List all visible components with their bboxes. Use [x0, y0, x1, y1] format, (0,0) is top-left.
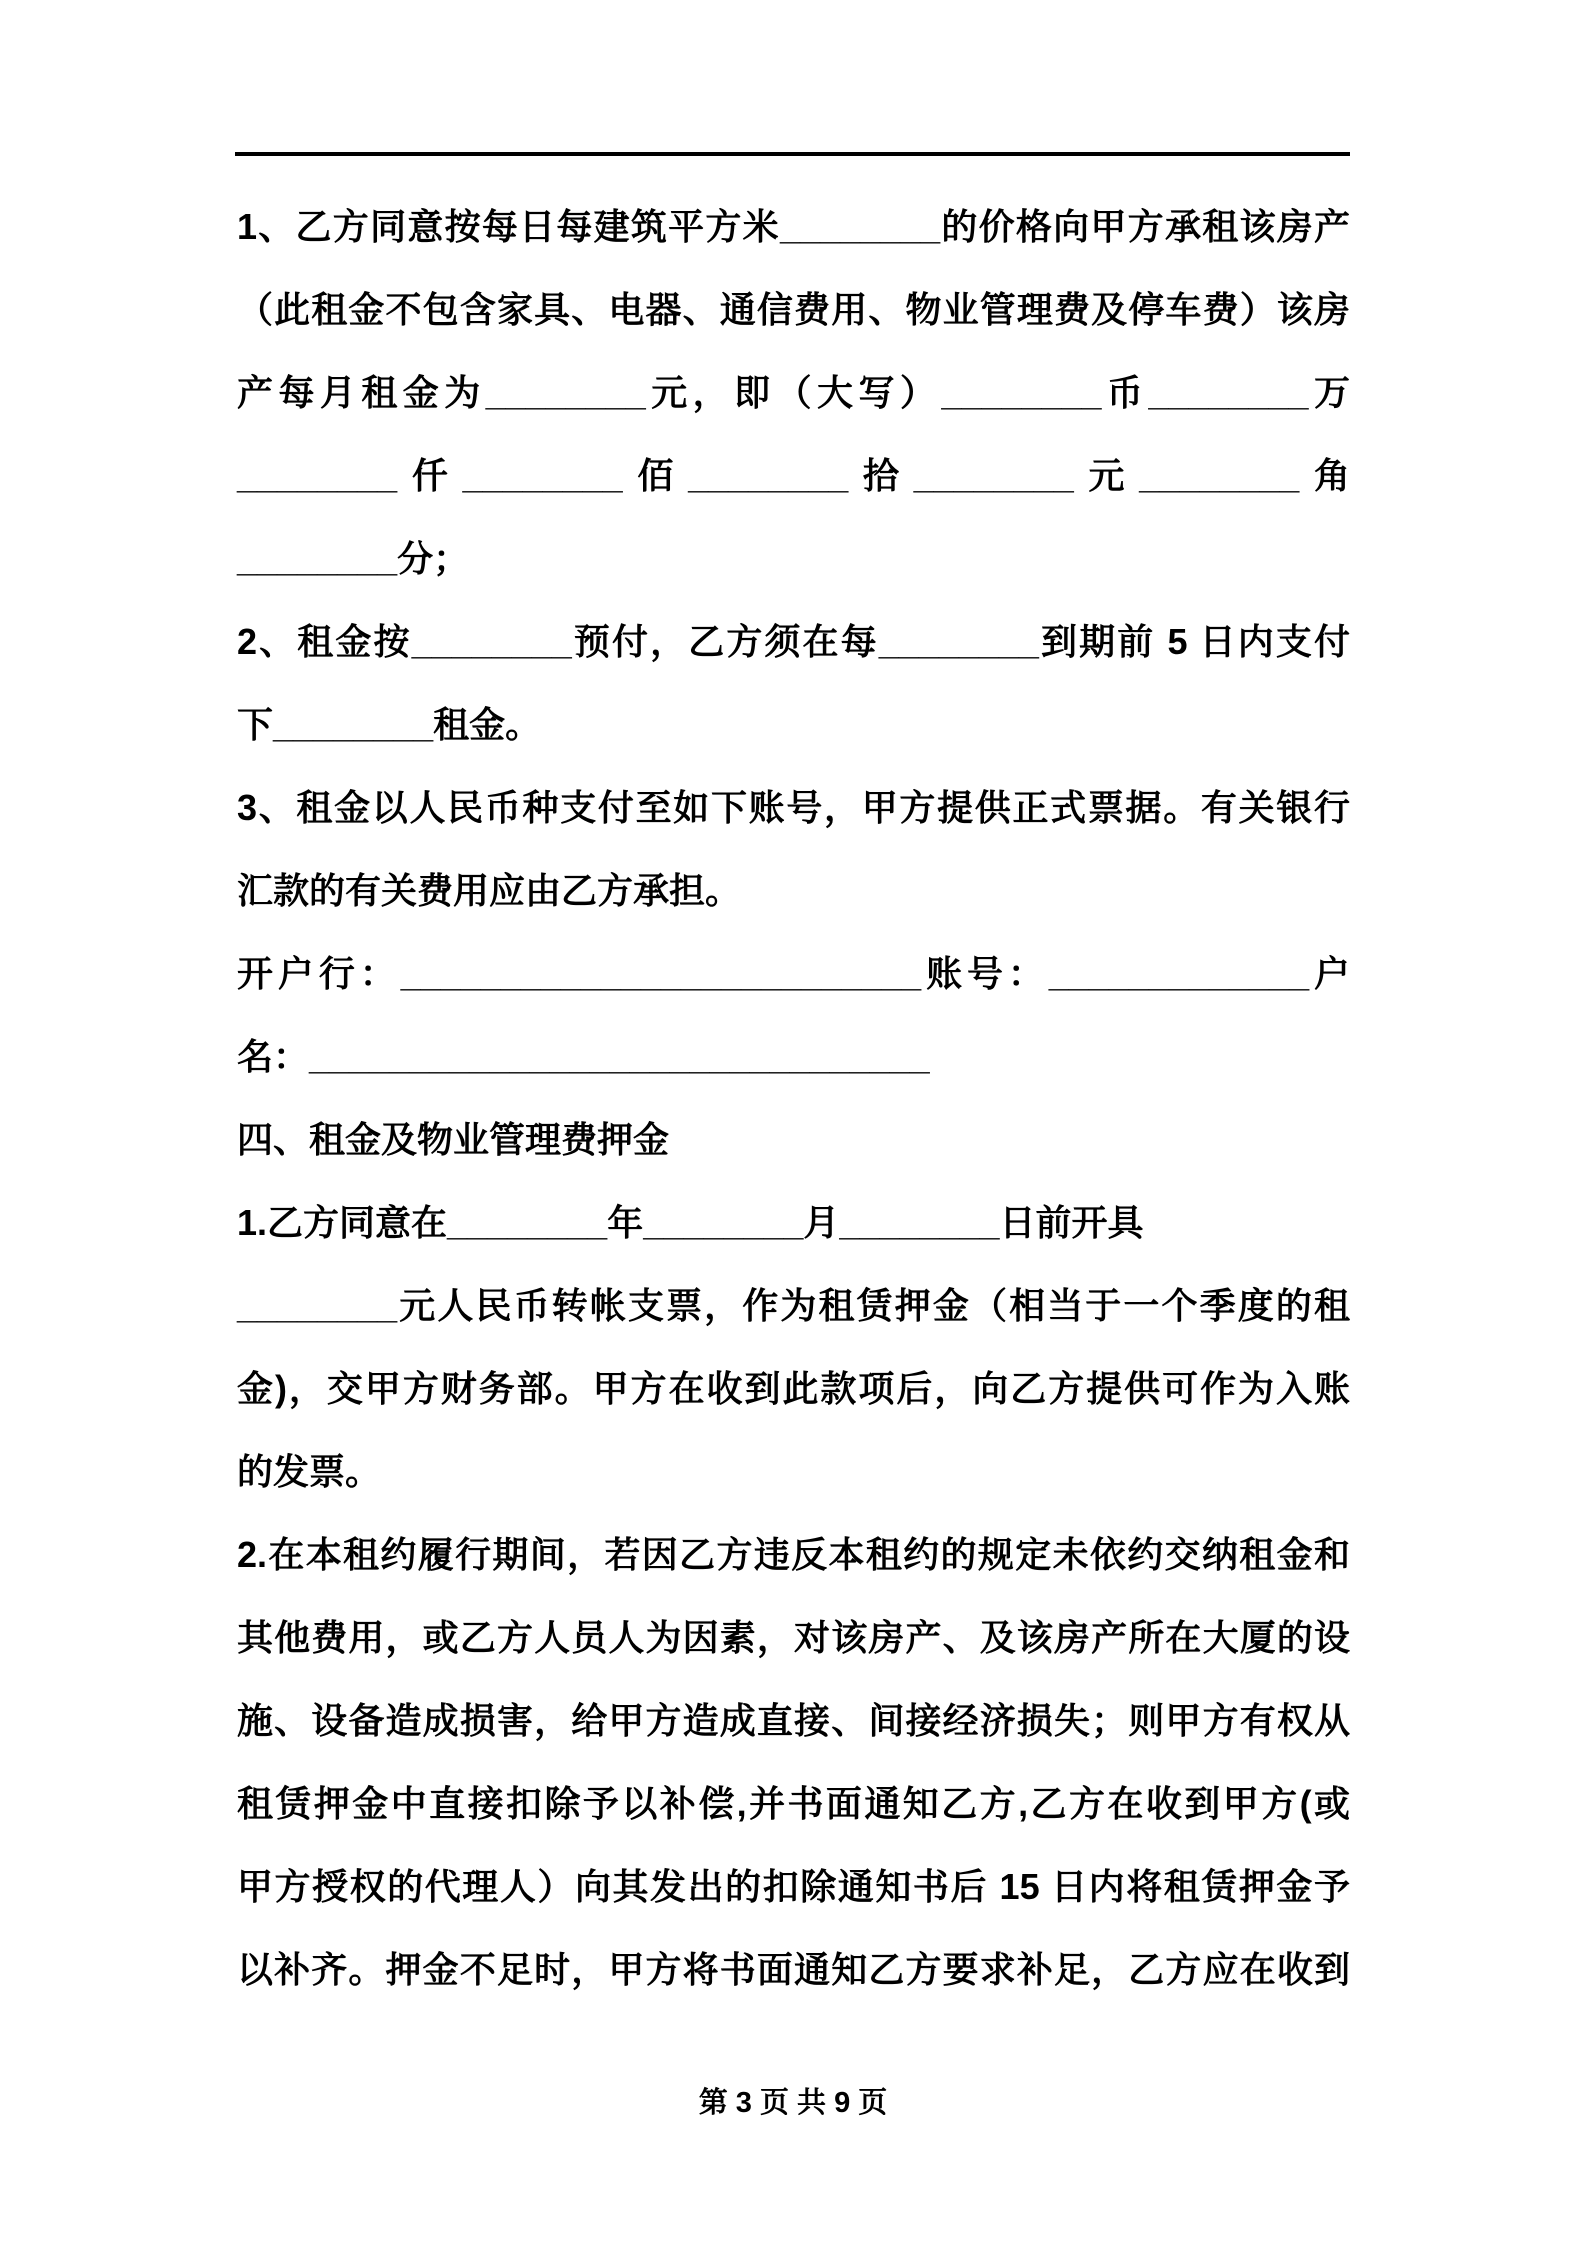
contract-line: ________分；: [237, 538, 470, 579]
contract-line: 1.乙方同意在________年________月________日前开具: [237, 1202, 1144, 1243]
contract-line: 的发票。: [237, 1451, 382, 1492]
contract-line: 1、乙方同意按每日每建筑平方米________的价格向甲方承租该房产: [237, 206, 1350, 247]
contract-line: 2、租金按________预付，乙方须在每________到期前 5 日内支付: [237, 621, 1350, 662]
contract-line: 汇款的有关费用应由乙方承担。: [237, 870, 742, 911]
contract-line: 2.在本租约履行期间，若因乙方违反本租约的规定未依约交纳租金和: [237, 1534, 1350, 1575]
page-footer: 第 3 页 共 9 页: [698, 2087, 888, 2119]
contract-line: （此租金不包含家具、电器、通信费用、物业管理费及停车费）该房: [237, 289, 1350, 330]
contract-line: 以补齐。押金不足时，甲方将书面通知乙方要求补足，乙方应在收到: [237, 1949, 1350, 1990]
contract-line: 甲方授权的代理人）向其发出的扣除通知书后 15 日内将租赁押金予: [237, 1866, 1350, 1907]
contract-line: ________仟________佰________拾________元________角: [237, 455, 1350, 496]
contract-line: 租赁押金中直接扣除予以补偿,并书面通知乙方,乙方在收到甲方(或: [237, 1783, 1350, 1824]
contract-section-heading: 四、租金及物业管理费押金: [237, 1119, 670, 1160]
contract-line: 下________租金。: [237, 704, 542, 745]
contract-line: 名：_______________________________: [237, 1036, 930, 1077]
contract-line: 开户行：__________________________账号：_____________户: [237, 953, 1350, 994]
contract-body: [237, 185, 1350, 2011]
contract-line: 施、设备造成损害，给甲方造成直接、间接经济损失；则甲方有权从: [237, 1700, 1350, 1741]
contract-line: 产每月租金为________元，即（大写）________币________万: [237, 372, 1350, 413]
header-rule: [235, 152, 1350, 156]
contract-line: ________元人民币转帐支票，作为租赁押金（相当于一个季度的租: [237, 1285, 1350, 1326]
contract-line: 其他费用，或乙方人员人为因素，对该房产、及该房产所在大厦的设: [237, 1617, 1350, 1658]
contract-line: 金)，交甲方财务部。甲方在收到此款项后，向乙方提供可作为入账: [237, 1368, 1350, 1409]
contract-line: 3、租金以人民币种支付至如下账号，甲方提供正式票据。有关银行: [237, 787, 1350, 828]
